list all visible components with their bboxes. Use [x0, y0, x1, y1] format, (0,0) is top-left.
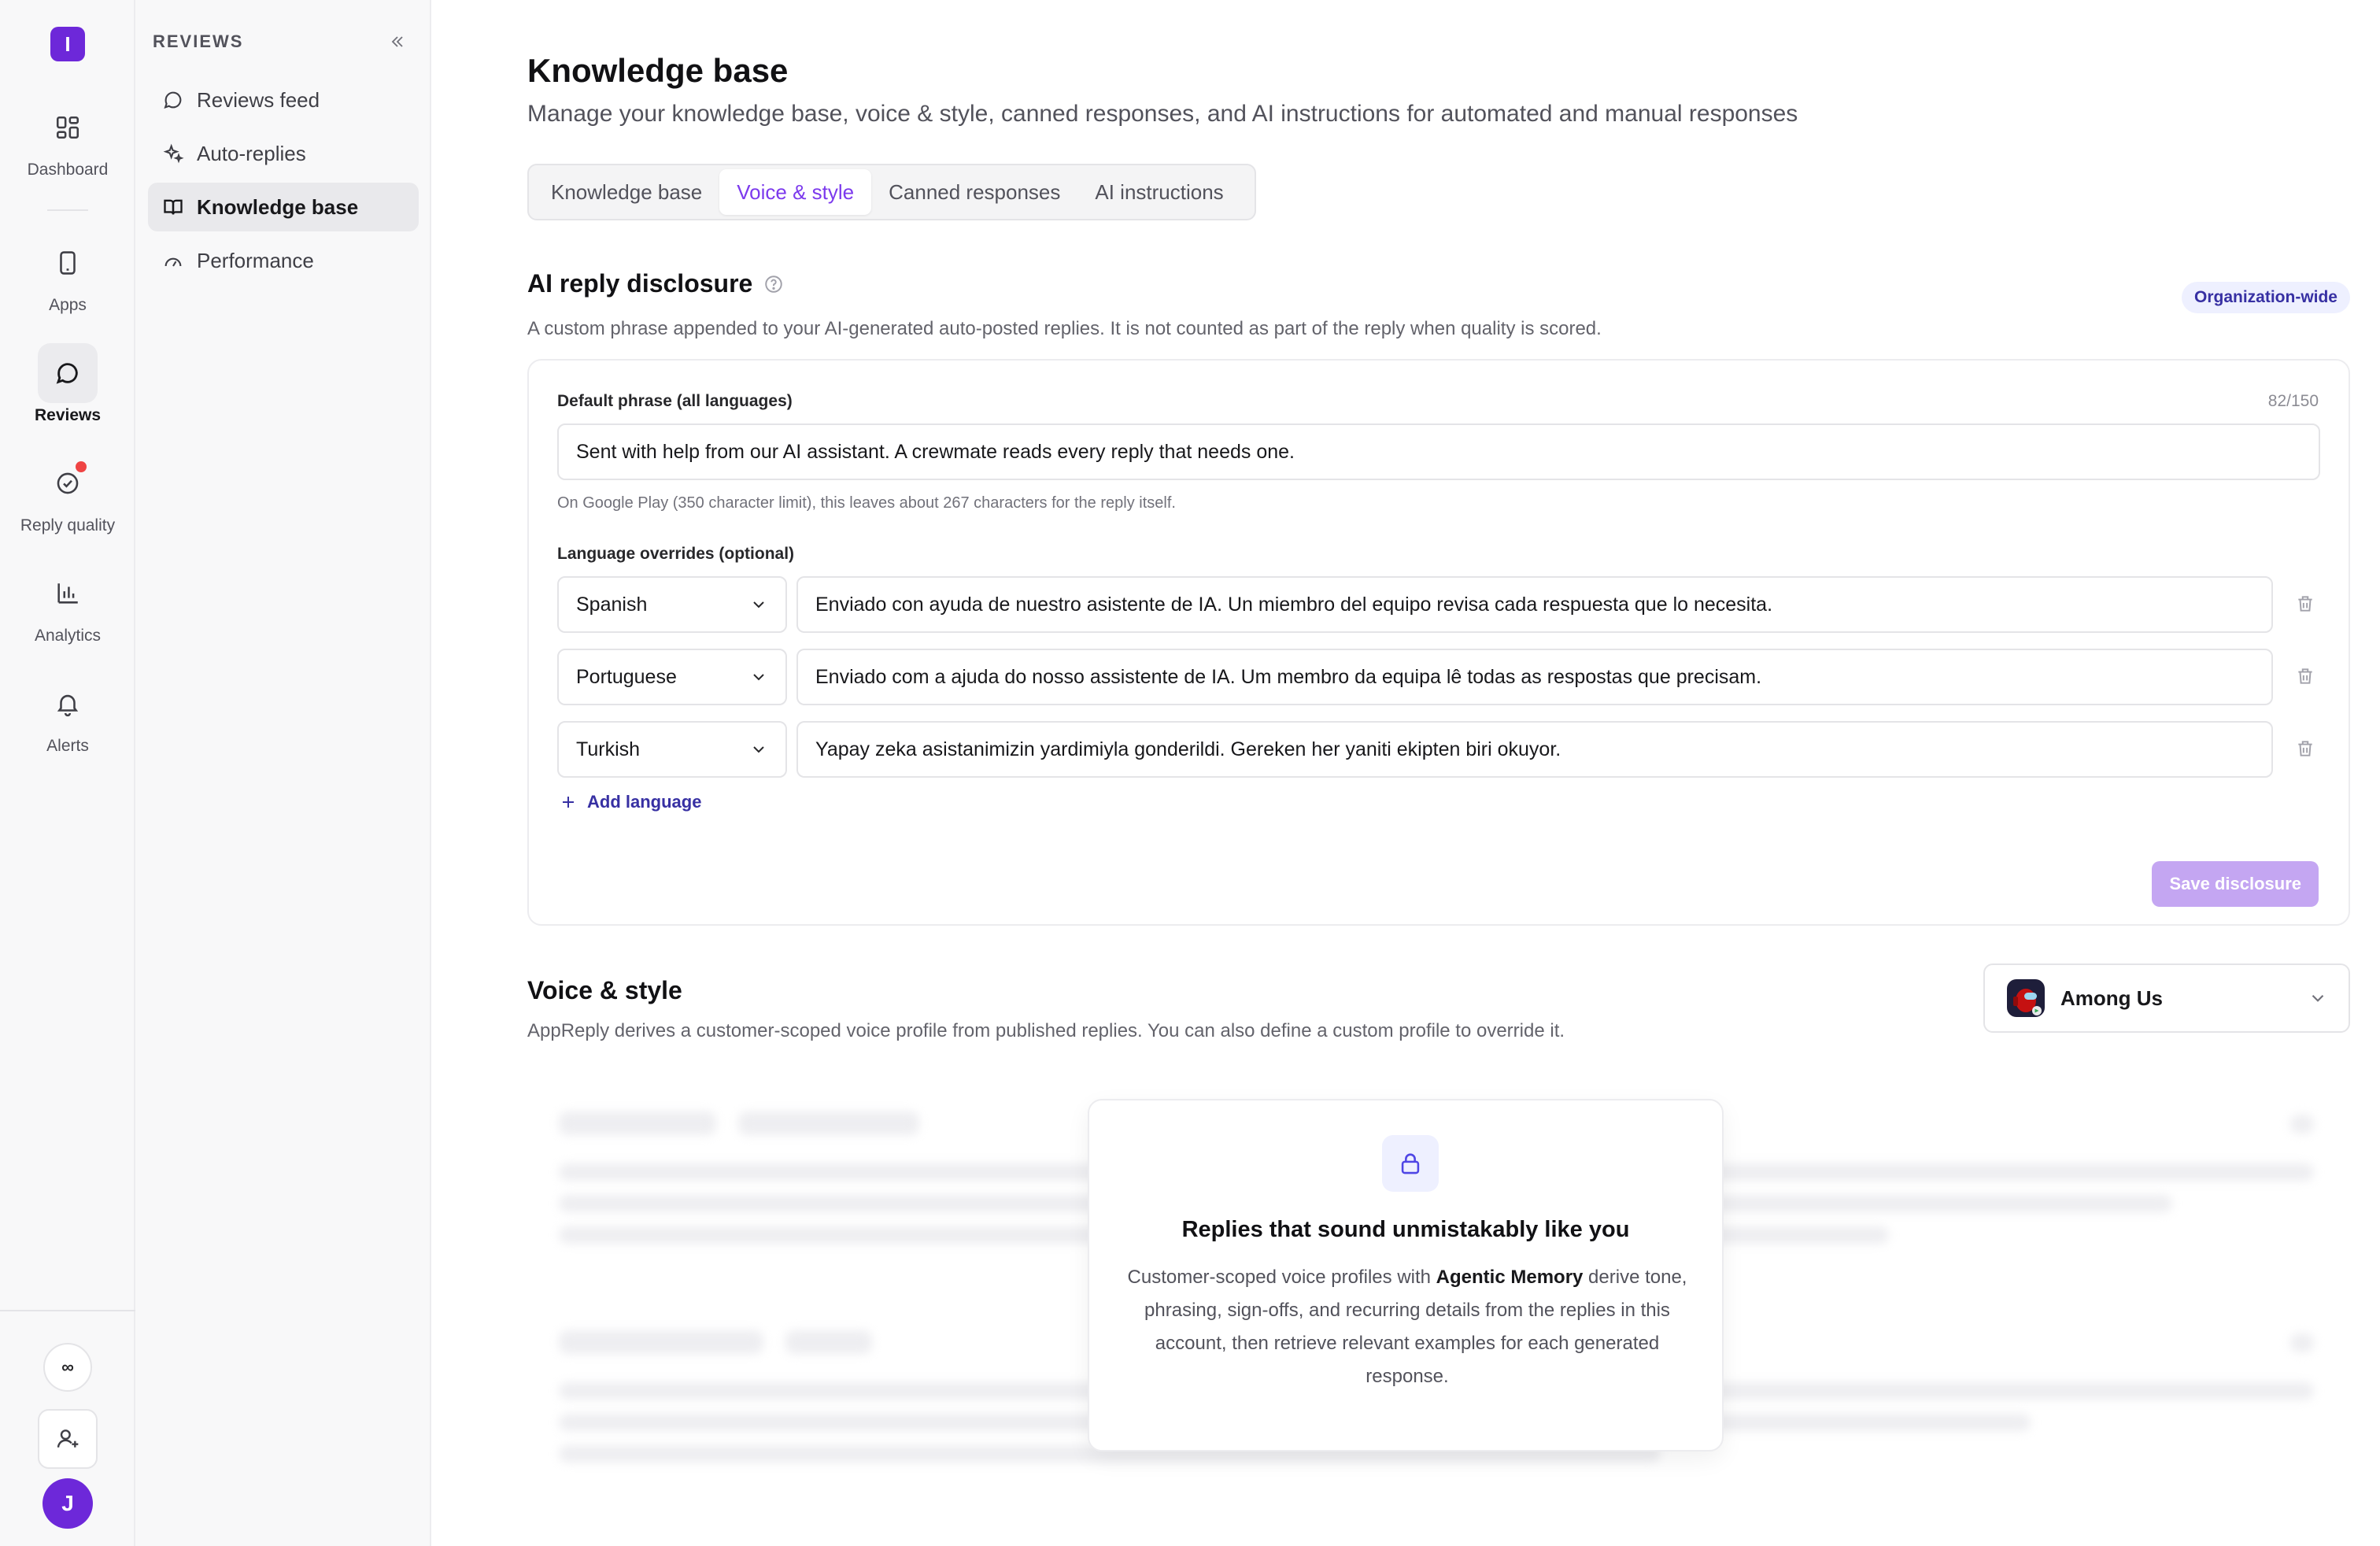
skeleton-line [2290, 1115, 2314, 1134]
upsell-title: Replies that sound unmistakably like you [1181, 1217, 1630, 1242]
lock-icon [1382, 1135, 1439, 1192]
rail-label: Reply quality [20, 516, 116, 534]
trash-icon [2295, 666, 2315, 686]
app-select-dropdown[interactable] [1983, 963, 2350, 1033]
upsell-text [1121, 1261, 1694, 1393]
icon-rail [0, 0, 135, 1546]
tab-ai-instructions[interactable]: AI instructions [1095, 179, 1224, 204]
chevron-down-icon [749, 595, 768, 614]
bell-icon [38, 674, 98, 734]
skeleton-line [559, 1111, 716, 1135]
upsell-text-before: Customer-scoped voice profiles with [1127, 1267, 1436, 1288]
rail-label: Dashboard [27, 161, 109, 179]
subnav-item-performance[interactable] [148, 236, 419, 285]
char-count: 82/150 [2267, 392, 2319, 410]
check-circle-icon [38, 453, 98, 513]
disclosure-card [527, 359, 2350, 926]
infinity-button[interactable]: ∞ [43, 1343, 92, 1392]
subnav-item-label: Knowledge base [197, 194, 359, 219]
rail-item-apps[interactable] [0, 233, 135, 315]
subnav-item-reviews-feed[interactable] [148, 76, 419, 124]
language-select-value: Turkish [576, 738, 641, 760]
upsell-text-after: derive tone, phrasing, sign-offs, and recurring details from the replies in this account, then retrieve relevant examples for each generated response. [1144, 1267, 1687, 1387]
reviews-subnav [135, 0, 431, 1546]
chat-bubble-icon [162, 89, 184, 111]
main-content [433, 0, 2380, 1546]
tab-canned-responses[interactable]: Canned responses [889, 179, 1061, 204]
gauge-icon [162, 250, 184, 272]
page-subtitle: Manage your knowledge base, voice & style, canned responses, and AI instructions for automated and manual responses [527, 101, 1798, 127]
override-phrase-input-turkish[interactable]: Yapay zeka asistanimizin yardimiyla gonderildi. Gereken her yaniti ekipten biri okuyor. [796, 721, 2273, 778]
page-title: Knowledge base [527, 52, 789, 89]
rail-divider [47, 209, 88, 211]
save-disclosure-button[interactable]: Save disclosure [2152, 861, 2319, 907]
among-us-app-icon [2007, 979, 2045, 1017]
skeleton-line [2290, 1333, 2314, 1352]
add-user-icon [55, 1426, 80, 1452]
grid-icon [38, 98, 98, 157]
subnav-item-knowledge-base[interactable] [148, 183, 419, 231]
skeleton-line [559, 1330, 763, 1354]
rail-label: Analytics [34, 627, 102, 645]
bar-chart-icon [38, 564, 98, 623]
chat-bubble-icon [38, 343, 98, 403]
rail-item-reviews[interactable] [0, 343, 135, 425]
rail-item-dashboard[interactable] [0, 98, 135, 179]
phone-icon [38, 233, 98, 293]
tab-bar [527, 164, 1256, 220]
chevron-down-icon [749, 668, 768, 686]
rail-label: Apps [49, 296, 87, 314]
skeleton-line [785, 1330, 872, 1354]
app-select-value: Among Us [2060, 986, 2163, 1010]
chevron-down-icon [749, 740, 768, 759]
language-overrides-label: Language overrides (optional) [557, 545, 795, 563]
chevron-down-icon [2308, 988, 2328, 1008]
delete-override-button[interactable] [2292, 590, 2319, 617]
subnav-item-label: Auto-replies [197, 141, 306, 165]
override-phrase-input-spanish[interactable]: Enviado con ayuda de nuestro asistente de IA. Un miembro del equipo revisa cada respuesta que lo necesita. [796, 576, 2273, 633]
sparkles-icon [162, 142, 184, 165]
subnav-item-label: Performance [197, 248, 314, 272]
add-language-label: Add language [587, 792, 702, 812]
voice-style-title-text: Voice & style [527, 976, 682, 1004]
rail-item-alerts[interactable] [0, 674, 135, 756]
plus-icon [559, 793, 578, 812]
tab-knowledge-base[interactable]: Knowledge base [551, 179, 703, 204]
default-phrase-input[interactable]: Sent with help from our AI assistant. A crewmate reads every reply that needs one. [557, 423, 2320, 480]
disclosure-description: A custom phrase appended to your AI-generated auto-posted replies. It is not counted as part of the reply when quality is scored. [527, 318, 1602, 339]
default-phrase-label: Default phrase (all languages) [557, 392, 793, 410]
override-phrase-input-portuguese[interactable]: Enviado com a ajuda do nosso assistente de IA. Um membro da equipa lê todas as respostas que precisam. [796, 649, 2273, 705]
subnav-item-label: Reviews feed [197, 87, 320, 112]
rail-label: Reviews [34, 406, 102, 424]
language-select-turkish[interactable] [557, 721, 787, 778]
help-icon[interactable] [763, 274, 784, 294]
add-language-button[interactable] [559, 792, 701, 812]
collapse-sidebar-button[interactable] [386, 30, 409, 54]
subnav-item-auto-replies[interactable] [148, 129, 419, 178]
chevrons-left-icon [388, 32, 407, 51]
trash-icon [2295, 594, 2315, 614]
rail-divider [0, 1310, 135, 1311]
agentic-memory-label: Agentic Memory [1436, 1267, 1584, 1288]
voice-style-description: AppReply derives a customer-scoped voice profile from published replies. You can also define a custom profile to override it. [527, 1020, 1565, 1041]
rail-label: Alerts [46, 737, 89, 755]
voice-style-title [527, 976, 682, 1005]
language-select-value: Spanish [576, 593, 648, 616]
user-avatar[interactable]: J [42, 1478, 93, 1529]
rail-item-reply-quality[interactable] [0, 453, 135, 535]
delete-override-button[interactable] [2292, 735, 2319, 762]
language-select-portuguese[interactable] [557, 649, 787, 705]
skeleton-line [738, 1111, 919, 1135]
delete-override-button[interactable] [2292, 663, 2319, 690]
language-select-spanish[interactable] [557, 576, 787, 633]
book-open-icon [162, 196, 184, 218]
alert-dot [76, 461, 87, 472]
character-limit-hint: On Google Play (350 character limit), this leaves about 267 characters for the reply itself. [557, 494, 1176, 512]
disclosure-title-text: AI reply disclosure [527, 269, 753, 298]
tab-voice-style[interactable]: Voice & style [719, 169, 871, 215]
disclosure-title [527, 269, 784, 298]
language-select-value: Portuguese [576, 665, 677, 688]
voice-profile-upsell-card [1088, 1099, 1724, 1452]
rail-item-analytics[interactable] [0, 564, 135, 645]
subnav-header: REVIEWS [153, 31, 244, 51]
trash-icon [2295, 738, 2315, 759]
organization-wide-badge: Organization-wide [2182, 282, 2350, 313]
app-logo[interactable]: I [50, 27, 85, 61]
invite-user-button[interactable] [38, 1409, 98, 1469]
